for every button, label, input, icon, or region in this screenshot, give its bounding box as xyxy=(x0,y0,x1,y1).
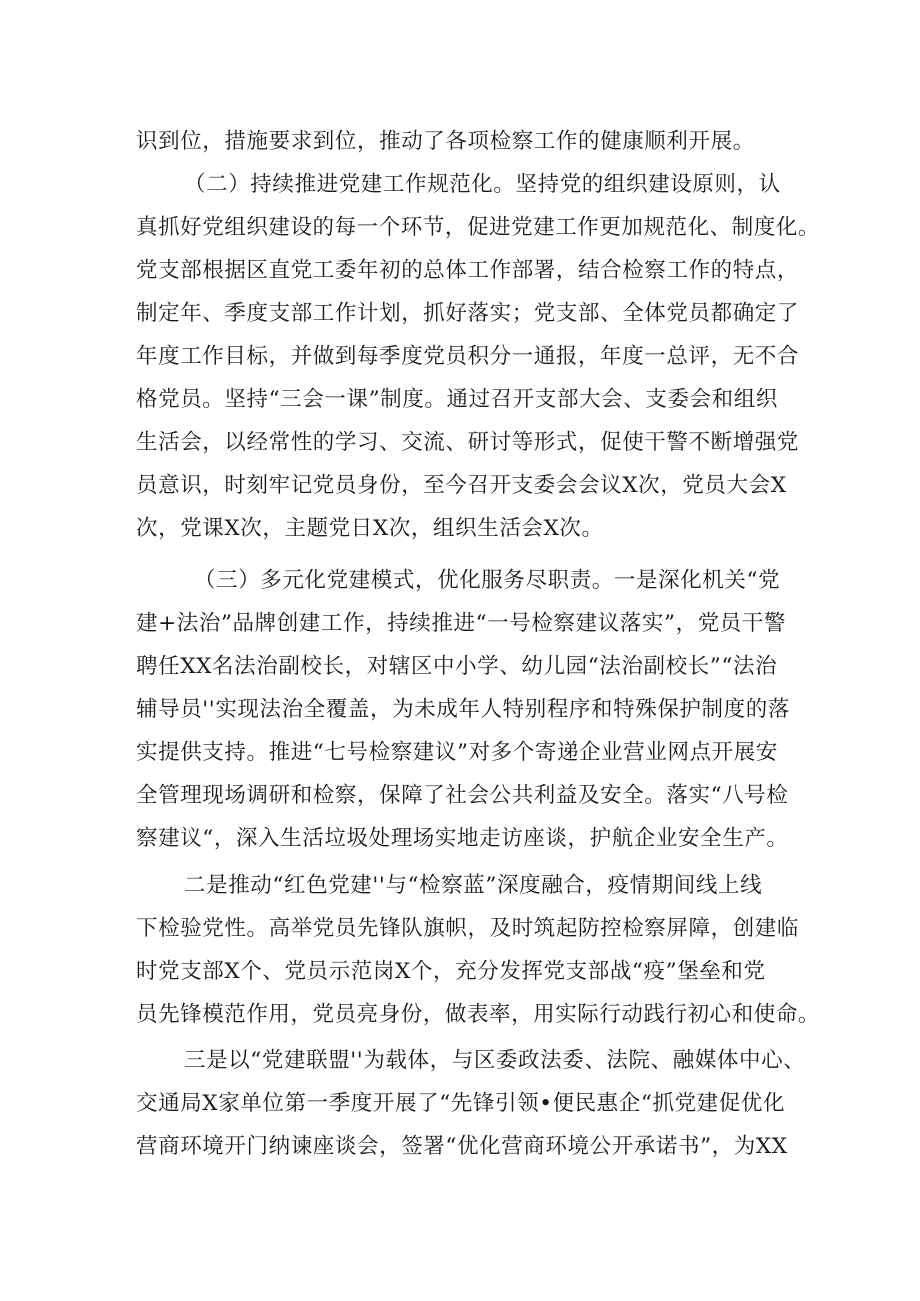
text-line: 交通局X家单位第一季度开展了“先锋引领•便民惠企“抓党建促优化 xyxy=(136,1091,786,1116)
text-line: （三）多元化党建模式，优化服务尽职责。一是深化机关“党 xyxy=(194,568,781,593)
text-line: 员先锋模范作用，党员亮身份，做表率，用实际行动践行初心和使命。 xyxy=(136,1002,820,1027)
text-line: 聘任XX名法治副校长，对辖区中小学、幼儿园“法治副校长”“法治 xyxy=(136,654,778,679)
text-line: 辅导员''实现法治全覆盖，为未成年人特别程序和特殊保护制度的落 xyxy=(136,697,790,722)
text-line: 下检验党性。高举党员先锋队旗帜，及时筑起防控检察屏障，创建临 xyxy=(136,916,800,941)
text-line: 实提供支持。推进“七号检察建议”对多个寄递企业营业网点开展安 xyxy=(136,740,778,765)
text-line: 识到位，措施要求到位，推动了各项检察工作的健康顺利开展。 xyxy=(136,129,755,154)
text-line: 建+法治”品牌创建工作，持续推进“一号检察建议落实”，党员干警 xyxy=(136,611,787,636)
text-line: 察建议“，深入生活垃圾处理场实地走访座谈，护航企业安全生产。 xyxy=(136,826,789,851)
text-line: 年度工作目标，并做到每季度党员积分一通报，年度一总评，无不合 xyxy=(136,344,800,369)
text-line: 时党支部X个、党员示范岗X个，充分发挥党支部战“疫”堡垒和党 xyxy=(136,959,766,984)
text-line: 格党员。坚持“三会一课”制度。通过召开支部大会、支委会和组织 xyxy=(136,387,778,412)
text-line: 营商环境开门纳谏座谈会，签署“优化营商环境公开承诺书”，为XX xyxy=(136,1134,788,1159)
text-line: 员意识，时刻牢记党员身份，至今召开支委会会议X次，党员大会X xyxy=(136,473,787,498)
text-line: 二是推动“红色党建''与“检察蓝”深度融合，疫情期间线上线 xyxy=(184,873,763,898)
text-line: 次，党课X次，主题党日X次，组织生活会X次。 xyxy=(136,516,604,541)
text-line: （二）持续推进党建工作规范化。坚持党的组织建设原则，认 xyxy=(184,172,781,197)
text-line: 党支部根据区直党工委年初的总体工作部署，结合检察工作的特点， xyxy=(136,258,800,283)
text-line: 全管理现场调研和检察，保障了社会公共利益及安全。落实“八号检 xyxy=(136,783,789,808)
text-line: 三是以“党建联盟''为载体，与区委政法委、法院、融媒体中心、 xyxy=(184,1048,806,1073)
text-line: 生活会，以经常性的学习、交流、研讨等形式，促使干警不断增强党 xyxy=(136,430,800,455)
text-line: 真抓好党组织建设的每一个环节，促进党建工作更加规范化、制度化。 xyxy=(136,215,820,240)
text-line: 制定年、季度支部工作计划，抓好落实；党支部、全体党员都确定了 xyxy=(136,301,800,326)
